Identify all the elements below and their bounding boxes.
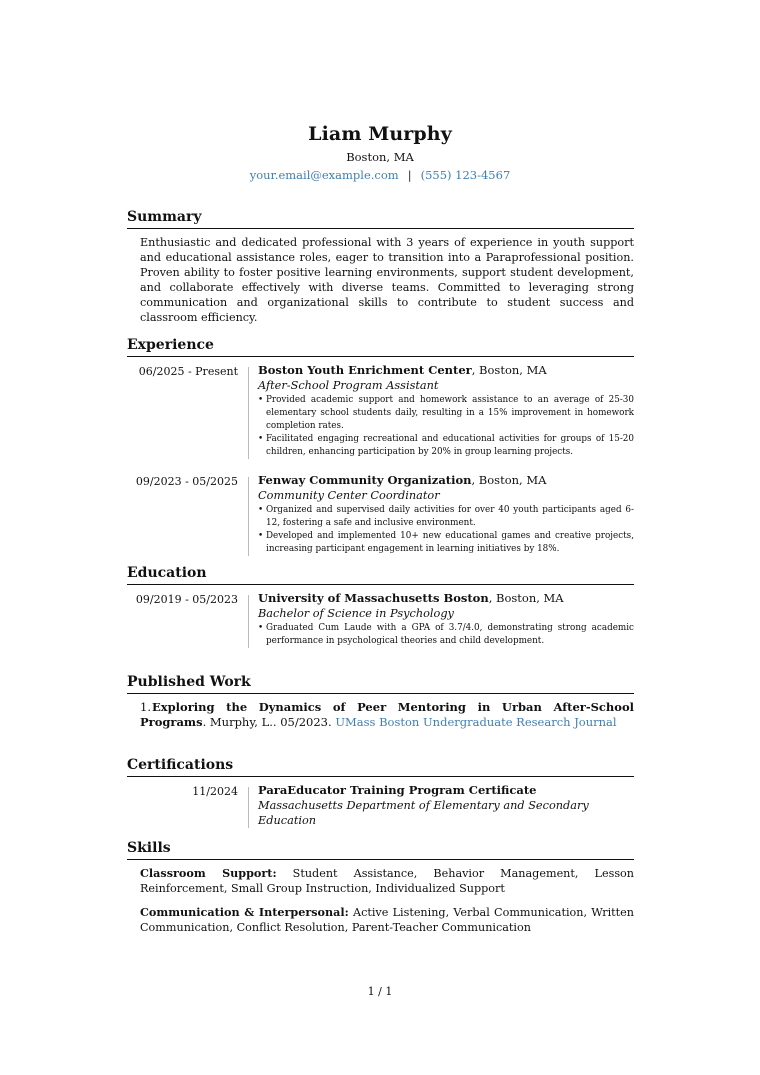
- org-name: University of Massachusetts Boston: [258, 591, 489, 605]
- entry-role: Community Center Coordinator: [258, 489, 440, 502]
- skill-group-items: Active Listening, Verbal Communication, Written Communication, Conflict Resolution, Parent-Teacher Communication: [140, 906, 634, 934]
- education-entry: [127, 591, 634, 648]
- entry-divider: [248, 787, 249, 828]
- org-name: Fenway Community Organization: [258, 473, 472, 487]
- section-title-education: Education: [127, 565, 207, 581]
- page-number: 1 / 1: [367, 985, 393, 998]
- section-title-certifications: Certifications: [127, 757, 234, 773]
- publication-title: Exploring the Dynamics of Peer Mentoring in Urban After-School Programs: [140, 700, 634, 729]
- skill-group-label: Classroom Support:: [140, 866, 277, 880]
- section-title-skills: Skills: [127, 840, 171, 856]
- summary-text: Enthusiastic and dedicated professional with 3 years of experience in youth support and educational assistance roles, eager to transition into a Paraprofessional position. Proven ability to foster positive learning environments, support student development, and collaborate effectively with diverse teams. Committed to leveraging strong communication and organizational skills to contribute to student success and classroom efficiency.: [140, 236, 634, 324]
- candidate-location: Boston, MA: [346, 150, 414, 164]
- bullet-item: • Developed and implemented 10+ new educational games and creative projects, increasing participant engagement in learning initiatives by 18%.: [258, 530, 634, 556]
- bullet-item: • Organized and supervised daily activities for over 40 youth participants aged 6-12, fostering a safe and inclusive environment.: [258, 504, 634, 530]
- summary-section: [127, 208, 634, 325]
- section-rule: [127, 693, 634, 694]
- entry-organization: [258, 363, 634, 378]
- entry-organization: [258, 473, 634, 488]
- email-link[interactable]: your.email@example.com: [249, 168, 399, 182]
- entry-divider: [248, 595, 249, 648]
- experience-entry: [127, 363, 634, 459]
- skill-group-label: Communication & Interpersonal:: [140, 905, 349, 919]
- skills-section: [127, 839, 634, 935]
- section-title-experience: Experience: [127, 337, 214, 353]
- certifications-section: [127, 756, 634, 828]
- contact-line: [0, 168, 760, 182]
- section-rule: [127, 228, 634, 229]
- entry-role: After-School Program Assistant: [258, 379, 439, 392]
- contact-separator: |: [407, 168, 412, 182]
- org-location: , Boston, MA: [471, 363, 547, 377]
- entry-organization: [258, 591, 634, 606]
- entry-bullets: [258, 622, 634, 648]
- skill-group-items: Student Assistance, Behavior Management, Lesson Reinforcement, Small Group Instruction, Individualized Support: [140, 867, 635, 895]
- entry-bullets: [258, 394, 634, 459]
- certification-date: 11/2024: [192, 785, 238, 798]
- certification-issuer: Massachusetts Department of Elementary and Secondary Education: [258, 799, 589, 827]
- published-section: [127, 673, 634, 730]
- section-title-summary: Summary: [127, 209, 202, 225]
- entry-dates: 09/2019 - 05/2023: [135, 593, 238, 606]
- org-location: , Boston, MA: [488, 591, 564, 605]
- org-name: Boston Youth Enrichment Center: [258, 363, 472, 377]
- entry-divider: [248, 477, 249, 556]
- section-title-published: Published Work: [127, 674, 251, 690]
- candidate-name: Liam Murphy: [308, 123, 452, 145]
- bullet-item: • Provided academic support and homework assistance to an average of 25-30 elementary school students daily, resulting in a 15% improvement in homework completion rates.: [258, 394, 634, 433]
- publication-item: [140, 700, 634, 730]
- experience-entry: [127, 473, 634, 556]
- education-section: [127, 564, 634, 648]
- section-rule: [127, 776, 634, 777]
- entry-dates: 09/2023 - 05/2025: [135, 475, 238, 488]
- experience-section: [127, 336, 634, 556]
- phone-link[interactable]: (555) 123-4567: [420, 168, 511, 182]
- entry-degree: Bachelor of Science in Psychology: [258, 607, 454, 620]
- section-rule: [127, 859, 634, 860]
- certification-title: ParaEducator Training Program Certificate: [258, 783, 537, 797]
- section-rule: [127, 356, 634, 357]
- publication-venue-link[interactable]: UMass Boston Undergraduate Research Journal: [335, 715, 617, 729]
- entry-dates: 06/2025 - Present: [138, 365, 238, 378]
- resume-header: [0, 122, 760, 182]
- publication-number: 1.: [140, 700, 151, 714]
- certification-name: [258, 783, 634, 798]
- certification-entry: [127, 783, 634, 828]
- bullet-item: • Facilitated engaging recreational and educational activities for groups of 15-20 children, enhancing participation by 20% in group learning projects.: [258, 433, 634, 459]
- entry-bullets: [258, 504, 634, 556]
- section-rule: [127, 584, 634, 585]
- skill-group: [140, 866, 634, 896]
- org-location: , Boston, MA: [471, 473, 547, 487]
- bullet-item: • Graduated Cum Laude with a GPA of 3.7/4.0, demonstrating strong academic performance in psychological theories and child development.: [258, 622, 634, 648]
- publication-details: . Murphy, L.. 05/2023.: [202, 715, 336, 729]
- skill-group: [140, 905, 634, 935]
- entry-divider: [248, 367, 249, 459]
